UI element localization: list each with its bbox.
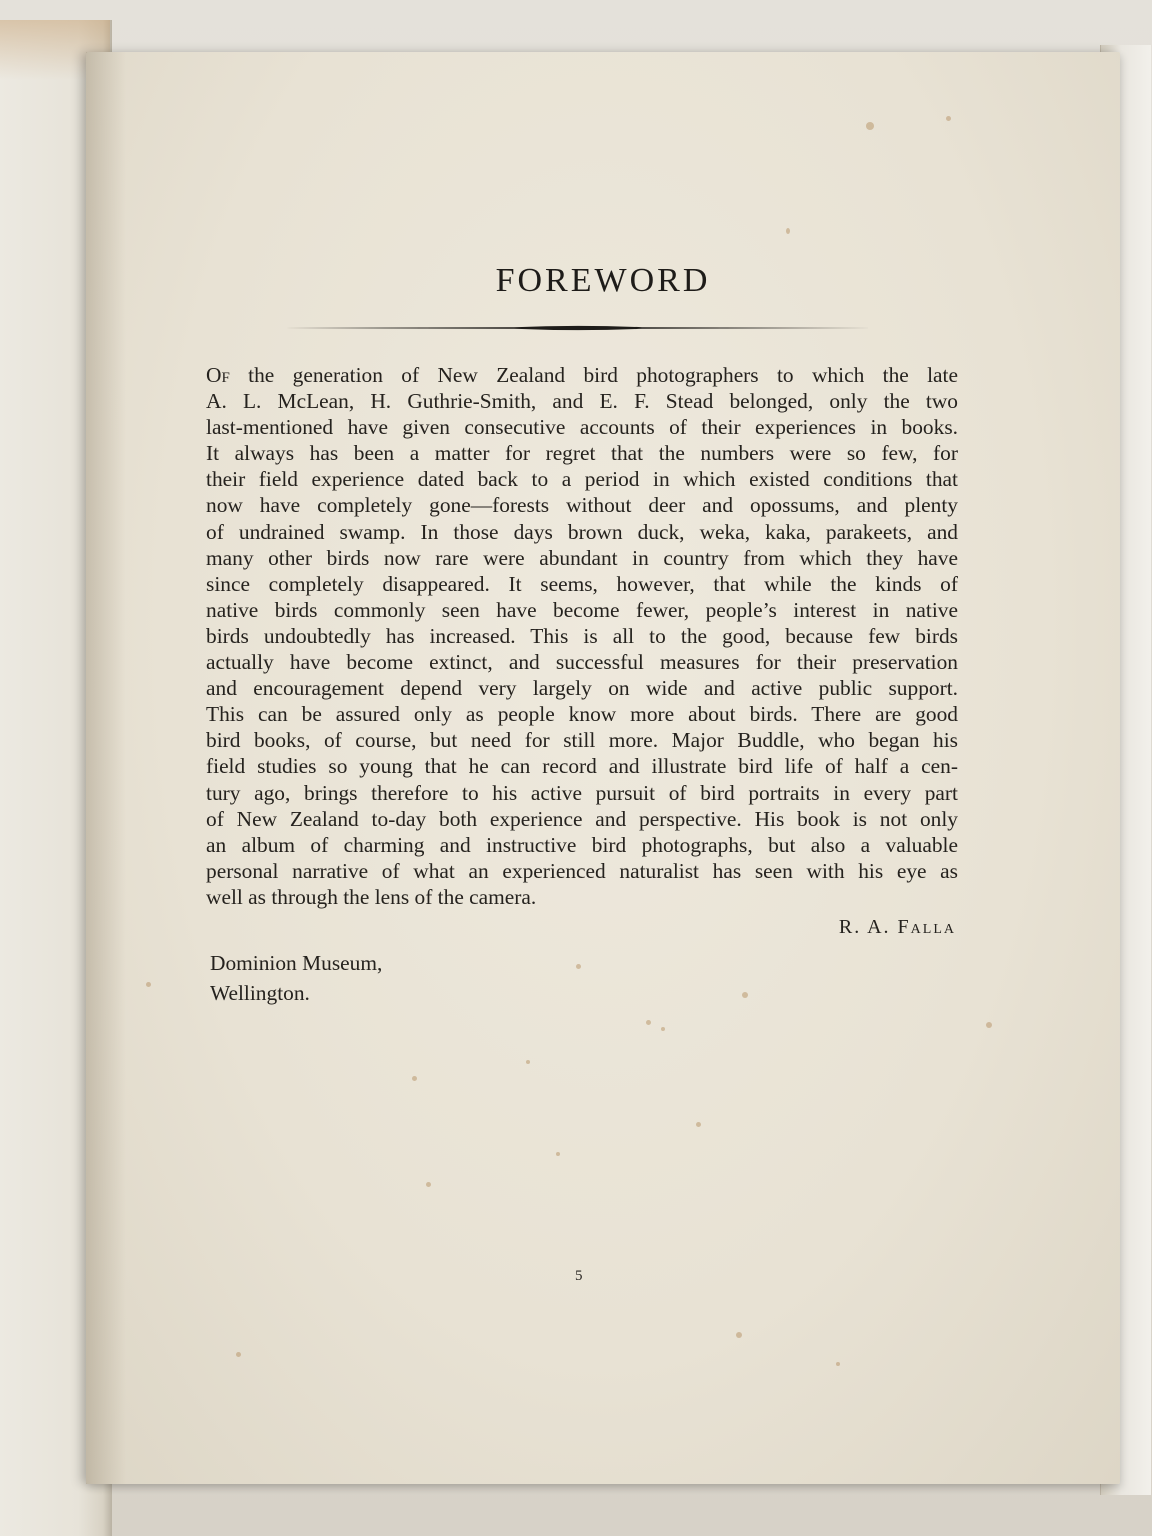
body-line: A. L. McLean, H. Guthrie-Smith, and E. F. Stead belonged, only the two bbox=[206, 389, 958, 414]
foxing-spot bbox=[236, 1352, 241, 1357]
book-page bbox=[86, 52, 1120, 1484]
foxing-spot bbox=[786, 228, 790, 234]
foxing-spot bbox=[986, 1022, 992, 1028]
foxing-spot bbox=[696, 1122, 701, 1127]
foxing-spot bbox=[946, 116, 951, 121]
foxing-spot bbox=[736, 1332, 742, 1338]
body-line: birds undoubtedly has increased. This is all to the good, because few birds bbox=[206, 623, 958, 648]
author-address bbox=[210, 948, 382, 1008]
body-line: field studies so young that he can record and illustrate bird life of half a cen- bbox=[206, 754, 958, 779]
body-line: tury ago, brings therefore to his active pursuit of bird portraits in every part bbox=[206, 780, 958, 805]
body-line: of New Zealand to-day both experience and perspective. His book is not only bbox=[206, 806, 958, 831]
foxing-spot bbox=[661, 1027, 665, 1031]
page-number: 5 bbox=[575, 1268, 583, 1284]
foxing-spot bbox=[866, 122, 874, 130]
body-line: personal narrative of what an experienced naturalist has seen with his eye as bbox=[206, 858, 958, 883]
body-line: an album of charming and instructive bird photographs, but also a valuable bbox=[206, 832, 958, 857]
body-line: It always has been a matter for regret that the numbers were so few, for bbox=[206, 441, 958, 466]
author-signature: R. A. Falla bbox=[838, 916, 956, 938]
body-line: now have completely gone—forests without deer and opossums, and plenty bbox=[206, 493, 958, 518]
body-line: and encouragement depend very largely on wide and active public support. bbox=[206, 676, 958, 701]
foxing-spot bbox=[412, 1076, 417, 1081]
address-line-2: Wellington. bbox=[210, 981, 310, 1005]
body-line: This can be assured only as people know more about birds. There are good bbox=[206, 702, 958, 727]
title-rule bbox=[284, 324, 872, 332]
foxing-spot bbox=[426, 1182, 431, 1187]
foreword-body bbox=[206, 362, 958, 910]
foxing-spot bbox=[526, 1060, 530, 1064]
body-line: bird books, of course, but need for still more. Major Buddle, who began his bbox=[206, 728, 958, 753]
drop-word: Of bbox=[206, 363, 230, 387]
page-title: FOREWORD bbox=[495, 262, 711, 299]
foxing-spot bbox=[646, 1020, 651, 1025]
body-line: many other birds now rare were abundant in country from which they have bbox=[206, 545, 958, 570]
foxing-spot bbox=[556, 1152, 560, 1156]
body-line: last-mentioned have given consecutive accounts of their experiences in books. bbox=[206, 415, 958, 440]
foxing-spot bbox=[836, 1362, 840, 1366]
body-line: native birds commonly seen have become fewer, people’s interest in native bbox=[206, 597, 958, 622]
foxing-spot bbox=[576, 964, 581, 969]
body-line-last: well as through the lens of the camera. bbox=[206, 884, 537, 909]
body-line-1 bbox=[206, 362, 958, 388]
body-line-text: the generation of New Zealand bird photographers to which the late bbox=[229, 363, 958, 387]
body-line: actually have become extinct, and successful measures for their preservation bbox=[206, 650, 958, 675]
address-line-1: Dominion Museum, bbox=[210, 951, 383, 975]
foxing-spot bbox=[146, 982, 151, 987]
foxing-spot bbox=[742, 992, 748, 998]
body-line: their field experience dated back to a period in which existed conditions that bbox=[206, 467, 958, 492]
body-line: since completely disappeared. It seems, however, that while the kinds of bbox=[206, 571, 958, 596]
body-line: of undrained swamp. In those days brown duck, weka, kaka, parakeets, and bbox=[206, 519, 958, 544]
